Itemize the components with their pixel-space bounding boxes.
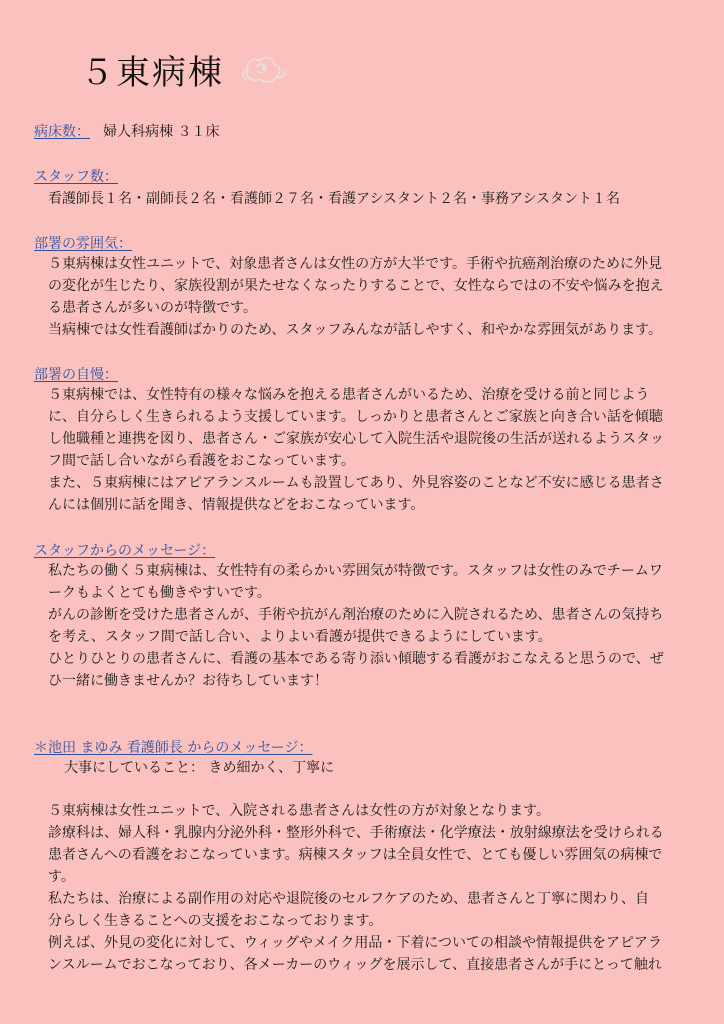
staff-value: 看護師長１名・副師長２名・看護師２７名・看護アシスタント２名・事務アシスタント１名	[48, 191, 621, 207]
pride-label: 部署の自慢：	[34, 367, 118, 383]
page-title: ５東病棟	[80, 52, 224, 93]
staff-message-label: スタッフからのメッセージ：	[34, 543, 216, 559]
staff-message-section	[34, 540, 694, 692]
head-nurse-line: す。	[48, 869, 75, 885]
staff-message-line: ひ一緒に働きませんか？お待ちしています！	[48, 673, 328, 689]
pride-section	[34, 364, 694, 516]
head-nurse-message-body	[34, 800, 694, 976]
atmosphere-line: ５東病棟は女性ユニットで、対象患者さんは女性の方が大半です。手術や抗癌剤治療のために外見	[48, 256, 663, 272]
head-nurse-message-section	[34, 737, 694, 779]
head-nurse-message-label: ＊池田 まゆみ 看護師長 からのメッセージ：	[34, 740, 313, 756]
staff-message-line: ークもよくとても働きやすいです。	[48, 585, 271, 601]
head-nurse-line: ５東病棟は女性ユニットで、入院される患者さんは女性の方が対象となります。	[48, 803, 551, 819]
staff-message-line: を考え、スタッフ間で話し合い、よりよい看護が提供できるようにしています。	[48, 629, 552, 645]
atmosphere-line: 当病棟では女性看護師ばかりのため、スタッフみんなが話しやすく、和やかな雰囲気があります。	[48, 322, 663, 338]
atmosphere-section	[34, 233, 694, 341]
head-nurse-line: ンスルームでおこなっており、各メーカーのウィッグを展示して、直接患者さんが手にとって触れ	[48, 957, 662, 973]
staff-message-line: ひとりひとりの患者さんに、看護の基本である寄り添い傾聴する看護がおこなえると思うので、ぜ	[48, 651, 664, 667]
pride-line: フ間で話し合いながら看護をおこなっています。	[48, 453, 355, 469]
title-row	[80, 44, 290, 94]
beds-section	[34, 121, 694, 141]
beds-label: 病床数：	[34, 124, 90, 140]
pride-line: ５東病棟では、女性特有の様々な悩みを抱える患者さんがいるため、治療を受ける前と同じよう	[48, 387, 650, 403]
beds-value: 婦人科病棟 ３１床	[103, 124, 220, 140]
staff-message-line: 私たちの働く５東病棟は、女性特有の柔らかい雰囲気が特徴です。スタッフは女性のみでチームワ	[48, 563, 663, 579]
head-nurse-line: 患者さんへの看護をおこなっています。病棟スタッフは全員女性で、とても優しい雰囲気の病棟で	[48, 847, 663, 863]
head-nurse-line: 例えば、外見の変化に対して、ウィッグやメイク用品・下着についての相談や情報提供をアピアラ	[48, 935, 663, 951]
atmosphere-line: の変化が生じたり、家族役割が果たせなくなったりすることで、女性ならではの不安や悩みを抱え	[48, 278, 664, 294]
pride-line: に、自分らしく生きられるよう支援しています。しっかりと患者さんとご家族と向き合い話を傾聴	[48, 409, 663, 425]
atmosphere-line: る患者さんが多いのが特徴です。	[48, 300, 257, 316]
pride-line: んには個別に話を聞き、情報提供などをおこなっています。	[48, 497, 425, 513]
rose-outline-icon	[238, 49, 290, 89]
staff-label: スタッフ数：	[34, 169, 118, 185]
head-nurse-line: 私たちは、治療による副作用の対応や退院後のセルフケアのため、患者さんと丁寧に関わり、自	[48, 891, 650, 907]
pride-line: また、５東病棟にはアピアランスルームも設置してあり、外見容姿のことなど不安に感じる患者さ	[48, 475, 664, 491]
atmosphere-label: 部署の雰囲気：	[34, 236, 132, 252]
pride-line: し他職種と連携を図り、患者さん・ご家族が安心して入院生活や退院後の生活が送れるようスタッ	[48, 431, 664, 447]
staff-section	[34, 166, 694, 210]
staff-message-line: がんの診断を受けた患者さんが、手術や抗がん剤治療のために入院されるため、患者さんの気持ち	[48, 607, 664, 623]
head-nurse-line: 診療科は、婦人科・乳腺内分泌外科・整形外科で、手術療法・化学療法・放射線療法を受けられる	[48, 825, 664, 841]
head-nurse-line: 分らしく生きることへの支援をおこなっております。	[48, 913, 383, 929]
head-nurse-focus: 大事にしていること： きめ細かく、丁寧に	[64, 760, 335, 776]
